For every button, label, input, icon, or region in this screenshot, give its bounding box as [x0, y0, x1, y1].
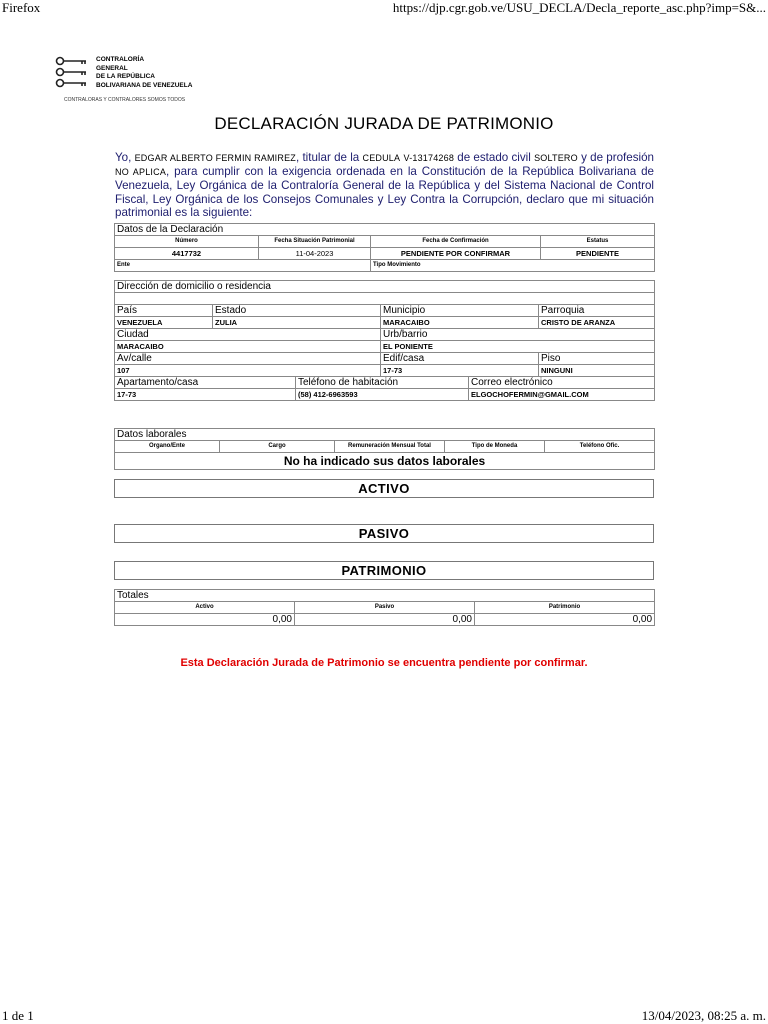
floor-label: Piso: [539, 353, 655, 365]
column-header: Remuneración Mensual Total: [335, 441, 445, 453]
total-equity: 0,00: [475, 614, 655, 626]
address-table: [114, 280, 655, 401]
street-value: 107: [115, 365, 381, 377]
column-header: Cargo: [220, 441, 335, 453]
column-header: Pasivo: [295, 602, 475, 614]
page-count: 1 de 1: [2, 1008, 34, 1023]
declaration-data-table: [114, 223, 655, 272]
email-label: Correo electrónico: [469, 377, 655, 389]
document-title: DECLARACIÓN JURADA DE PATRIMONIO: [214, 114, 554, 133]
movement-type-label: Tipo Movimiento: [371, 260, 655, 272]
ente-label: Ente: [115, 260, 371, 272]
empty-work-message: No ha indicado sus datos laborales: [115, 453, 655, 470]
id-type: CEDULA: [362, 153, 401, 163]
statement-text: , titular de la: [295, 151, 363, 164]
building-value: 17-73: [381, 365, 539, 377]
status-value: PENDIENTE: [541, 248, 655, 260]
logo-line: GENERAL: [96, 64, 128, 72]
assets-banner: ACTIVO: [114, 479, 654, 498]
section-title: Dirección de domicilio o residencia: [115, 281, 655, 293]
logo-line: BOLIVARIANA DE VENEZUELA: [96, 81, 193, 89]
phone-value: (58) 412-6963593: [296, 389, 469, 401]
institution-logo: [54, 54, 224, 106]
print-datetime: 13/04/2023, 08:25 a. m.: [641, 1008, 766, 1023]
section-title: Datos de la Declaración: [115, 224, 655, 236]
column-header: Teléfono Ofic.: [545, 441, 655, 453]
column-header: Fecha Situación Patrimonial: [259, 236, 371, 248]
column-header: Organo/Ente: [115, 441, 220, 453]
equity-banner: PATRIMONIO: [114, 561, 654, 580]
column-header: Fecha de Confirmación: [371, 236, 541, 248]
city-value: MARACAIBO: [115, 341, 381, 353]
urb-value: EL PONIENTE: [381, 341, 655, 353]
municipality-label: Municipio: [381, 305, 539, 317]
apartment-value: 17-73: [115, 389, 296, 401]
apartment-label: Apartamento/casa: [115, 377, 296, 389]
logo-tagline: CONTRALORAS Y CONTRALORES SOMOS TODOS: [64, 97, 186, 103]
total-assets: 0,00: [115, 614, 295, 626]
section-title: Datos laborales: [115, 429, 655, 441]
column-header: Estatus: [541, 236, 655, 248]
declaration-number: 4417732: [115, 248, 259, 260]
statement-text: y de profesión: [577, 151, 654, 164]
total-liabilities: 0,00: [295, 614, 475, 626]
keys-emblem-icon: [54, 54, 94, 94]
declaration-statement: [115, 151, 654, 219]
spacer-row: [115, 293, 655, 305]
id-number: V-13174268: [403, 153, 455, 163]
statement-text: , para cumplir con la exigencia ordenada en la Constitución de la República Bolivariana de Venezuela, Ley Orgánica de la Contraloría General de la República y del Sistema Nacional de Control Fiscal, Ley Orgánica de los Consejos Comunales y Ley Contra la Corrupción, declaro que mi situación patrimonial es la siguiente:: [115, 165, 654, 219]
logo-line: CONTRALORÍA: [96, 56, 145, 63]
work-data-table: [114, 428, 655, 470]
civil-status: SOLTERO: [534, 153, 578, 163]
liabilities-banner: PASIVO: [114, 524, 654, 543]
floor-value: NINGUNI: [539, 365, 655, 377]
declarant-name: EDGAR ALBERTO FERMIN RAMIREZ: [134, 153, 296, 163]
parish-value: CRISTO DE ARANZA: [539, 317, 655, 329]
patrimonial-date: 11-04-2023: [259, 248, 371, 260]
page-url: https://djp.cgr.gob.ve/USU_DECLA/Decla_reporte_asc.php?imp=S&...: [392, 0, 766, 15]
totals-table: [114, 589, 655, 626]
country-value: VENEZUELA: [115, 317, 213, 329]
confirmation-date: PENDIENTE POR CONFIRMAR: [371, 248, 541, 260]
browser-app-name: Firefox: [2, 0, 41, 15]
city-label: Ciudad: [115, 329, 381, 341]
urb-label: Urb/barrio: [381, 329, 655, 341]
state-value: ZULIA: [213, 317, 381, 329]
building-label: Edif/casa: [381, 353, 539, 365]
email-value: ELGOCHOFERMIN@GMAIL.COM: [469, 389, 655, 401]
municipality-value: MARACAIBO: [381, 317, 539, 329]
column-header: Tipo de Moneda: [445, 441, 545, 453]
column-header: Patrimonio: [475, 602, 655, 614]
country-label: País: [115, 305, 213, 317]
column-header: Activo: [115, 602, 295, 614]
section-title: Totales: [115, 590, 655, 602]
statement-text: Yo,: [115, 151, 135, 164]
parish-label: Parroquia: [539, 305, 655, 317]
logo-line: DE LA REPÚBLICA: [96, 73, 155, 80]
logo-text: [96, 56, 192, 90]
street-label: Av/calle: [115, 353, 381, 365]
profession: NO APLICA: [115, 167, 167, 178]
phone-label: Teléfono de habitación: [296, 377, 469, 389]
state-label: Estado: [213, 305, 381, 317]
column-header: Número: [115, 236, 259, 248]
pending-confirmation-note: Esta Declaración Jurada de Patrimonio se encuentra pendiente por confirmar.: [180, 657, 588, 669]
statement-text: de estado civil: [454, 151, 535, 164]
